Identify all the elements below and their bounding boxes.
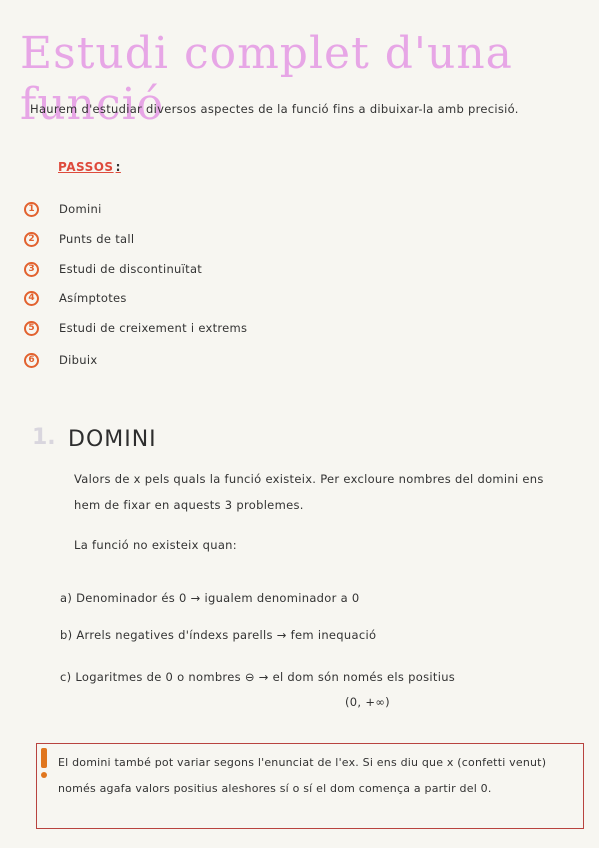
note-text: El domini també pot variar segons l'enunciat de l'ex. Si ens diu que x (confetti venut) només agafa valors positius aleshores sí o sí el dom comença a partir del 0. — [58, 756, 547, 795]
step-number-circle: 1 — [24, 202, 39, 217]
step-label: Asímptotes — [59, 291, 127, 305]
section-paragraph: Valors de x pels quals la funció existeix. Per excloure nombres del domini ens hem de fixar en aquests 3 problemes. — [74, 472, 544, 512]
step-item — [24, 288, 127, 308]
section-title: DOMINI — [68, 427, 157, 452]
step-label: Estudi de discontinuïtat — [59, 262, 203, 276]
steps-heading-colon: : — [115, 160, 121, 174]
page-title: Estudi complet d'una funció — [20, 28, 513, 130]
step-item — [24, 199, 102, 219]
steps-heading — [58, 160, 121, 174]
step-number-circle: 5 — [24, 321, 39, 336]
case-item: a) Denominador és 0 → igualem denominador a 0 — [60, 591, 360, 605]
exclamation-icon-dot — [41, 772, 47, 778]
section-lead: La funció no existeix quan: — [74, 538, 237, 552]
step-number-circle: 6 — [24, 353, 39, 368]
step-number-circle: 3 — [24, 262, 39, 277]
case-item: c) Logaritmes de 0 o nombres ⊖ → el dom són només els positius — [60, 670, 456, 684]
step-number-circle: 4 — [24, 291, 39, 306]
exclamation-icon-bar — [41, 748, 47, 768]
interval-label: (0, +∞) — [345, 695, 390, 709]
section-number: 1. — [32, 425, 56, 450]
step-label: Estudi de creixement i extrems — [59, 321, 248, 335]
intro-text: Haurem d'estudiar diversos aspectes de la funció fins a dibuixar-la amb precisió. — [30, 102, 519, 116]
step-number-circle: 2 — [24, 232, 39, 247]
step-item — [24, 229, 134, 249]
step-label: Dibuix — [59, 353, 98, 367]
step-item — [24, 318, 247, 338]
exclamation-icon — [40, 748, 48, 776]
step-label: Punts de tall — [59, 232, 135, 246]
step-label: Domini — [59, 202, 102, 216]
steps-heading-label: PASSOS — [58, 160, 114, 174]
step-item — [24, 350, 97, 370]
step-item — [24, 259, 202, 279]
case-item: b) Arrels negatives d'índexs parells → fem inequació — [60, 628, 377, 642]
